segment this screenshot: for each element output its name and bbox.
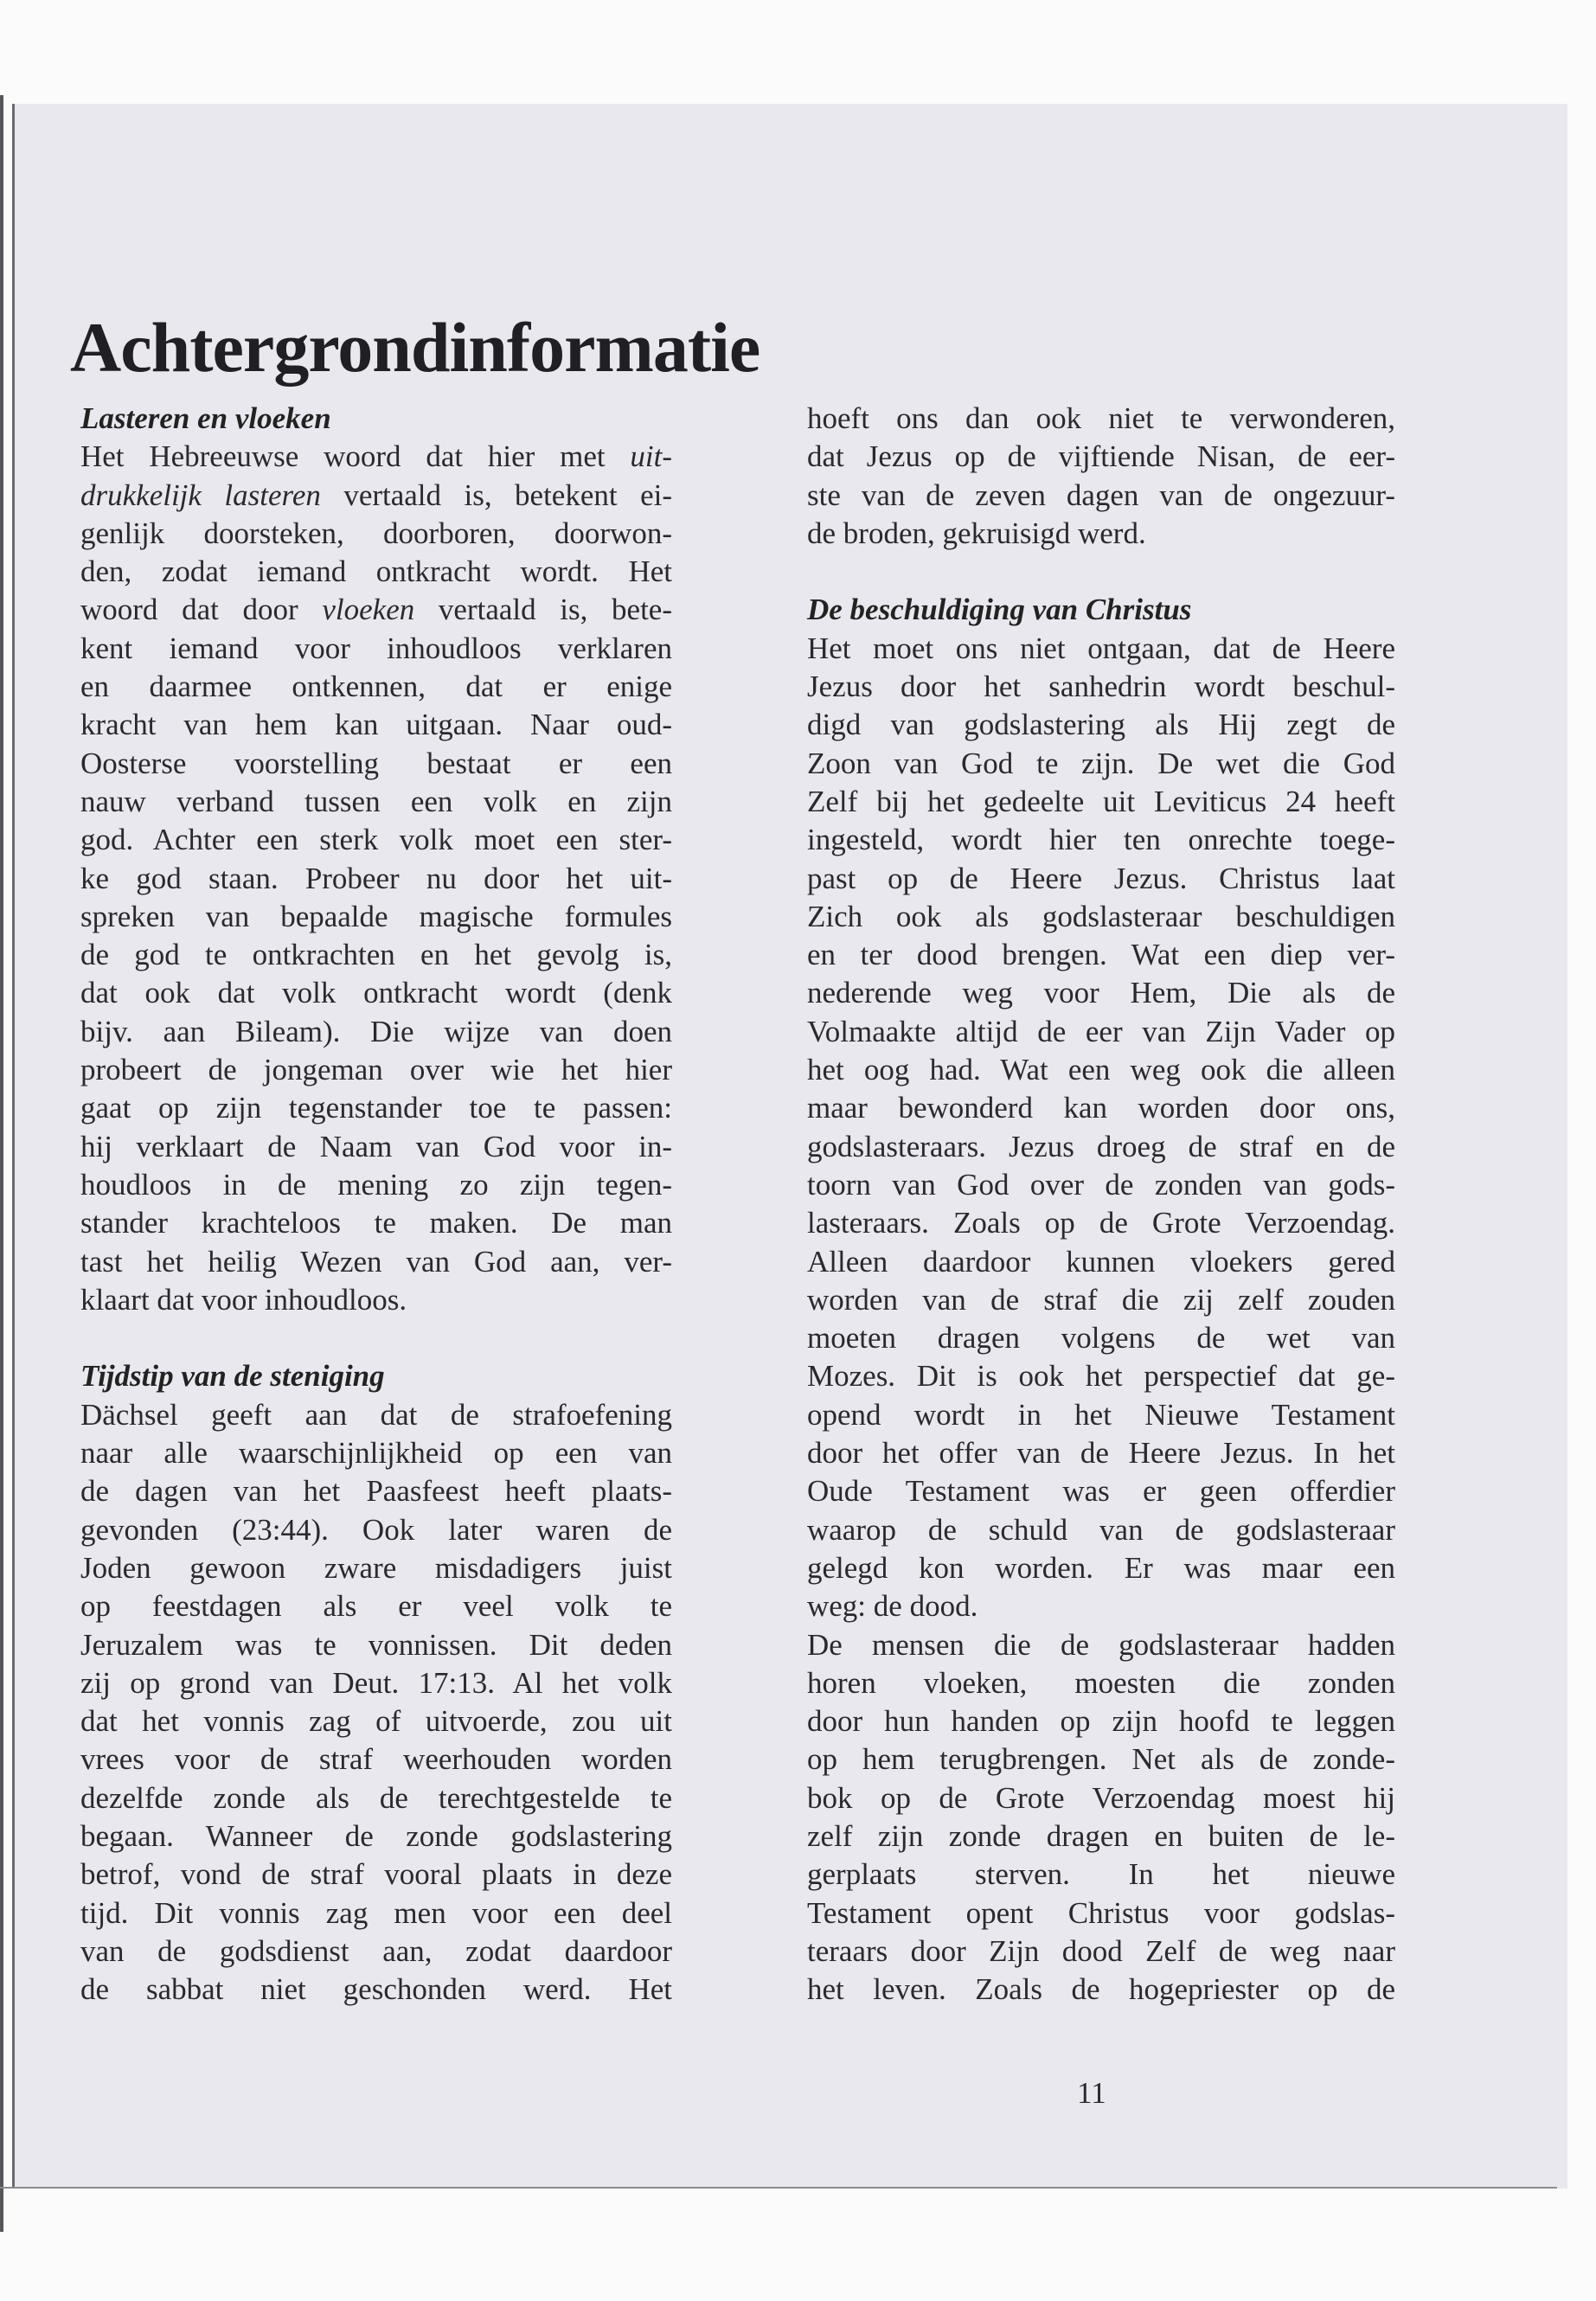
text-segment: gelegd kon worden. Er was maar een xyxy=(807,1550,1395,1585)
text-segment: Oude Testament was er geen offerdier xyxy=(807,1474,1395,1509)
text-line xyxy=(807,706,1395,744)
text-line xyxy=(807,1434,1395,1472)
text-segment: houdloos in de mening zo zijn tegen- xyxy=(80,1167,672,1202)
text-line xyxy=(807,821,1395,859)
text-segment: gevonden (23:44). Ook later waren de xyxy=(80,1512,672,1547)
text-line xyxy=(807,974,1395,1012)
text-segment: Oosterse voorstelling bestaat er een xyxy=(80,746,672,780)
text-segment: dat Jezus op de vijftiende Nisan, de eer- xyxy=(807,439,1395,474)
text-line xyxy=(80,1396,672,1434)
text-segment: betrof, vond de straf vooral plaats in deze xyxy=(80,1857,672,1892)
text-line xyxy=(807,1587,1395,1625)
text-segment: door het offer van de Heere Jezus. In het xyxy=(807,1436,1395,1471)
text-segment: ingesteld, wordt hier ten onrechte toege- xyxy=(807,823,1395,857)
text-segment: dezelfde zonde als de terechtgestelde te xyxy=(80,1780,672,1815)
text-segment: ke god staan. Probeer nu door het uit- xyxy=(80,861,672,895)
text-line xyxy=(807,1013,1395,1051)
text-line xyxy=(807,1319,1395,1357)
blank-line xyxy=(807,553,1395,591)
text-line xyxy=(80,515,672,553)
text-segment: het oog had. Wat een weg ook die alleen xyxy=(807,1053,1395,1087)
text-line xyxy=(80,1243,672,1281)
text-line xyxy=(807,898,1395,936)
scan-edge-bottom xyxy=(0,2187,1557,2189)
text-segment: van de godsdienst aan, zodat daardoor xyxy=(80,1933,672,1968)
text-segment: en ter dood brengen. Wat een diep ver- xyxy=(807,938,1395,972)
text-line xyxy=(807,1051,1395,1089)
text-line xyxy=(807,1779,1395,1817)
text-segment: vrees voor de straf weerhouden worden xyxy=(80,1742,672,1777)
blank-line xyxy=(80,1319,672,1357)
text-line xyxy=(807,515,1395,553)
text-line xyxy=(807,1511,1395,1549)
text-segment: godslasteraars. Jezus droeg de straf en de xyxy=(807,1129,1395,1163)
text-segment: digd van godslastering als Hij zegt de xyxy=(807,708,1395,742)
text-segment: ste van de zeven dagen van de ongezuur- xyxy=(807,478,1395,512)
text-line xyxy=(80,974,672,1012)
text-segment: de dagen van het Paasfeest heeft plaats- xyxy=(80,1474,672,1509)
text-line xyxy=(80,1779,672,1817)
text-segment: zelf zijn zonde dragen en buiten de le- xyxy=(807,1818,1395,1853)
text-segment: Zelf bij het gedeelte uit Leviticus 24 heeft xyxy=(807,784,1395,818)
text-line xyxy=(80,821,672,859)
text-line xyxy=(80,1817,672,1856)
text-line xyxy=(80,1089,672,1127)
text-segment: Testament opent Christus voor godslas- xyxy=(807,1895,1395,1930)
text-segment: en daarmee ontkennen, dat er enige xyxy=(80,670,672,704)
text-line xyxy=(80,745,672,783)
text-segment: genlijk doorsteken, doorboren, doorwon- xyxy=(80,516,672,550)
page-title: Achtergrondinformatie xyxy=(70,307,760,387)
text-line xyxy=(807,1549,1395,1587)
text-line xyxy=(807,1626,1395,1664)
text-segment: Dächsel geeft aan dat de strafoefening xyxy=(80,1397,672,1432)
text-segment: De beschuldiging van Christus xyxy=(807,593,1192,627)
text-segment: Alleen daardoor kunnen vloekers gered xyxy=(807,1244,1395,1279)
text-line xyxy=(807,1702,1395,1740)
section-heading xyxy=(80,400,672,438)
text-line xyxy=(80,630,672,668)
text-line xyxy=(807,1740,1395,1779)
text-segment: horen vloeken, moesten die zonden xyxy=(807,1665,1395,1700)
text-line xyxy=(807,1664,1395,1702)
text-line xyxy=(807,783,1395,821)
text-segment: de sabbat niet geschonden werd. Het xyxy=(80,1972,672,2007)
text-segment: opend wordt in het Nieuwe Testament xyxy=(807,1397,1395,1432)
italic-term: vloeken xyxy=(322,593,415,627)
text-segment: bijv. aan Bileam). Die wijze van doen xyxy=(80,1014,672,1048)
text-line xyxy=(80,1204,672,1242)
text-line xyxy=(80,1511,672,1549)
italic-term: drukkelijk lasteren xyxy=(80,478,321,512)
text-segment: nauw verband tussen een volk en zijn xyxy=(80,784,672,818)
text-segment: weg: de dood. xyxy=(807,1589,978,1624)
text-line xyxy=(807,1856,1395,1894)
text-segment: zij op grond van Deut. 17:13. Al het volk xyxy=(80,1665,672,1700)
text-line xyxy=(80,1549,672,1587)
text-line xyxy=(80,1932,672,1971)
text-segment: dat het vonnis zag of uitvoerde, zou uit xyxy=(80,1704,672,1739)
text-line xyxy=(807,745,1395,783)
text-segment: vertaald is, bete- xyxy=(414,593,672,627)
text-line xyxy=(807,400,1395,438)
text-line xyxy=(80,1971,672,2009)
text-line xyxy=(807,477,1395,515)
text-line xyxy=(807,860,1395,898)
text-line xyxy=(80,783,672,821)
text-segment: waarop de schuld van de godslasteraar xyxy=(807,1512,1395,1547)
text-line xyxy=(807,1128,1395,1166)
text-segment: spreken van bepaalde magische formules xyxy=(80,899,672,933)
text-segment: kracht van hem kan uitgaan. Naar oud- xyxy=(80,708,672,742)
text-segment: door hun handen op zijn hoofd te leggen xyxy=(807,1704,1395,1739)
text-segment: Tijdstip van de steniging xyxy=(80,1359,385,1394)
text-segment: het leven. Zoals de hogepriester op de xyxy=(807,1972,1395,2007)
text-line xyxy=(80,898,672,936)
text-segment: tast het heilig Wezen van God aan, ver- xyxy=(80,1244,672,1279)
text-line xyxy=(80,553,672,591)
text-segment: teraars door Zijn dood Zelf de weg naar xyxy=(807,1933,1395,1968)
text-line xyxy=(807,1243,1395,1281)
text-segment: Jezus door het sanhedrin wordt beschul- xyxy=(807,670,1395,704)
text-line xyxy=(80,860,672,898)
text-segment: nederende weg voor Hem, Die als de xyxy=(807,976,1395,1010)
text-line xyxy=(807,1357,1395,1395)
text-line xyxy=(80,1856,672,1894)
text-line xyxy=(80,1281,672,1319)
text-segment: maar bewonderd kan worden door ons, xyxy=(807,1091,1395,1125)
text-segment: Zich ook als godslasteraar beschuldigen xyxy=(807,899,1395,933)
text-segment: probeert de jongeman over wie het hier xyxy=(80,1053,672,1087)
text-segment: Het Hebreeuwse woord dat hier met xyxy=(80,439,631,474)
text-line xyxy=(80,438,672,476)
text-segment: naar alle waarschijnlijkheid op een van xyxy=(80,1436,672,1471)
text-segment: woord dat door xyxy=(80,593,323,627)
scan-edge-left xyxy=(0,95,3,2232)
text-line xyxy=(80,477,672,515)
text-line xyxy=(807,1971,1395,2009)
text-segment: hij verklaart de Naam van God voor in- xyxy=(80,1129,672,1163)
section-heading xyxy=(80,1357,672,1395)
text-line xyxy=(80,668,672,706)
text-segment: tijd. Dit vonnis zag men voor een deel xyxy=(80,1895,672,1930)
italic-term: uit- xyxy=(630,439,672,474)
text-column-left xyxy=(80,400,672,2009)
text-line xyxy=(807,1894,1395,1932)
text-line xyxy=(807,1204,1395,1242)
text-line xyxy=(80,1626,672,1664)
text-line xyxy=(807,438,1395,476)
text-segment: Lasteren en vloeken xyxy=(80,401,331,435)
text-segment: Joden gewoon zware misdadigers juist xyxy=(80,1550,672,1585)
text-line xyxy=(80,1166,672,1204)
text-line xyxy=(80,1587,672,1625)
text-line xyxy=(80,1664,672,1702)
text-line xyxy=(807,1817,1395,1856)
text-segment: past op de Heere Jezus. Christus laat xyxy=(807,861,1395,895)
text-segment: Volmaakte altijd de eer van Zijn Vader op xyxy=(807,1014,1395,1048)
text-segment: op hem terugbrengen. Net als de zonde- xyxy=(807,1742,1395,1777)
page-number: 11 xyxy=(1077,2076,1106,2110)
text-segment: toorn van God over de zonden van gods- xyxy=(807,1167,1395,1202)
text-segment: Jeruzalem was te vonnissen. Dit deden xyxy=(80,1627,672,1662)
text-line xyxy=(80,936,672,974)
text-segment: Mozes. Dit is ook het perspectief dat ge- xyxy=(807,1359,1395,1394)
text-segment: Het moet ons niet ontgaan, dat de Heere xyxy=(807,631,1395,665)
text-line xyxy=(807,1281,1395,1319)
text-line xyxy=(807,630,1395,668)
text-segment: worden van de straf die zij zelf zouden xyxy=(807,1282,1395,1317)
text-line xyxy=(807,1472,1395,1510)
text-segment: klaart dat voor inhoudloos. xyxy=(80,1282,407,1317)
text-segment: kent iemand voor inhoudloos verklaren xyxy=(80,631,672,665)
text-column-right xyxy=(807,400,1395,2009)
text-line xyxy=(80,706,672,744)
text-line xyxy=(80,1128,672,1166)
text-segment: god. Achter een sterk volk moet een ster- xyxy=(80,823,672,857)
text-segment: de broden, gekruisigd werd. xyxy=(807,516,1146,550)
text-line xyxy=(807,1932,1395,1971)
text-line xyxy=(80,1702,672,1740)
text-segment: dat ook dat volk ontkracht wordt (denk xyxy=(80,976,672,1010)
text-segment: stander krachteloos te maken. De man xyxy=(80,1206,672,1240)
text-line xyxy=(80,1434,672,1472)
text-line xyxy=(80,1472,672,1510)
section-heading xyxy=(807,591,1395,629)
text-line xyxy=(807,1166,1395,1204)
text-segment: Zoon van God te zijn. De wet die God xyxy=(807,746,1395,780)
text-line xyxy=(807,1089,1395,1127)
text-line xyxy=(80,1740,672,1779)
text-line xyxy=(80,1894,672,1932)
text-segment: den, zodat iemand ontkracht wordt. Het xyxy=(80,554,672,589)
text-segment: op feestdagen als er veel volk te xyxy=(80,1589,672,1624)
text-segment: gerplaats sterven. In het nieuwe xyxy=(807,1857,1395,1892)
text-line xyxy=(80,1013,672,1051)
text-segment: hoeft ons dan ook niet te verwonderen, xyxy=(807,401,1395,435)
text-line xyxy=(80,591,672,629)
text-line xyxy=(807,936,1395,974)
text-segment: begaan. Wanneer de zonde godslastering xyxy=(80,1818,672,1853)
text-segment: moeten dragen volgens de wet van xyxy=(807,1321,1395,1356)
text-line xyxy=(807,1396,1395,1434)
text-segment: De mensen die de godslasteraar hadden xyxy=(807,1627,1395,1662)
text-segment: bok op de Grote Verzoendag moest hij xyxy=(807,1780,1395,1815)
text-line xyxy=(807,668,1395,706)
text-segment: vertaald is, betekent ei- xyxy=(320,478,672,512)
text-segment: gaat op zijn tegenstander toe te passen: xyxy=(80,1091,672,1125)
text-line xyxy=(80,1051,672,1089)
text-segment: lasteraars. Zoals op de Grote Verzoendag. xyxy=(807,1206,1395,1240)
text-segment: de god te ontkrachten en het gevolg is, xyxy=(80,938,672,972)
